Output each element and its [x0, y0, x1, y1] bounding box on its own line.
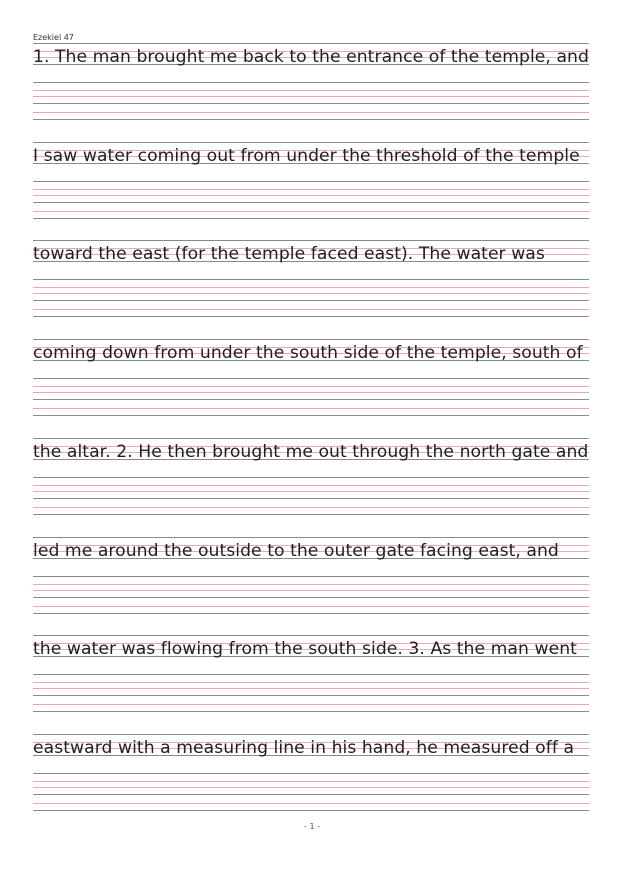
guide-line — [33, 181, 589, 182]
writing-block — [33, 43, 589, 133]
guide-line — [33, 103, 589, 104]
mid-guide-line — [33, 90, 589, 91]
guide-line — [33, 378, 589, 379]
mid-guide-line — [33, 408, 589, 409]
mid-guide-line — [33, 211, 589, 212]
guide-line — [33, 240, 589, 241]
writing-block — [33, 142, 589, 232]
mid-guide-line — [33, 590, 589, 591]
guide-line — [33, 218, 589, 219]
guide-line — [33, 119, 589, 120]
mid-guide-line — [33, 189, 589, 190]
writing-block — [33, 240, 589, 330]
mid-guide-line — [33, 96, 589, 97]
guide-line — [33, 711, 589, 712]
trace-text-line: eastward with a measuring line in his hand, he measured off a — [33, 738, 575, 758]
guide-line — [33, 635, 589, 636]
guide-line — [33, 316, 589, 317]
writing-block — [33, 635, 589, 725]
guide-line — [33, 202, 589, 203]
mid-guide-line — [33, 112, 589, 113]
trace-text-line: led me around the outside to the outer gate facing east, and — [33, 541, 559, 561]
mid-guide-line — [33, 781, 589, 782]
trace-text-line: I saw water coming out from under the threshold of the temple — [33, 146, 580, 166]
mid-guide-line — [33, 787, 589, 788]
writing-block — [33, 339, 589, 429]
trace-text-line: toward the east (for the temple faced east). The water was — [33, 244, 545, 264]
guide-line — [33, 734, 589, 735]
mid-guide-line — [33, 803, 589, 804]
guide-line — [33, 477, 589, 478]
guide-line — [33, 514, 589, 515]
page-number: - 1 - — [304, 822, 320, 831]
guide-line — [33, 279, 589, 280]
guide-line — [33, 576, 589, 577]
mid-guide-line — [33, 507, 589, 508]
trace-text-line: the altar. 2. He then brought me out through the north gate and — [33, 442, 589, 462]
guide-line — [33, 142, 589, 143]
writing-block — [33, 438, 589, 528]
mid-guide-line — [33, 287, 589, 288]
guide-line — [33, 597, 589, 598]
mid-guide-line — [33, 704, 589, 705]
guide-line — [33, 695, 589, 696]
mid-guide-line — [33, 309, 589, 310]
guide-line — [33, 415, 589, 416]
mid-guide-line — [33, 392, 589, 393]
mid-guide-line — [33, 485, 589, 486]
guide-line — [33, 674, 589, 675]
guide-line — [33, 300, 589, 301]
guide-line — [33, 399, 589, 400]
mid-guide-line — [33, 584, 589, 585]
guide-line — [33, 810, 589, 811]
guide-line — [33, 537, 589, 538]
guide-line — [33, 438, 589, 439]
mid-guide-line — [33, 491, 589, 492]
guide-line — [33, 613, 589, 614]
trace-text-line: 1. The man brought me back to the entrance of the temple, and — [33, 47, 589, 67]
writing-block — [33, 537, 589, 627]
guide-line — [33, 794, 589, 795]
mid-guide-line — [33, 386, 589, 387]
mid-guide-line — [33, 195, 589, 196]
guide-line — [33, 82, 589, 83]
trace-text-line: coming down from under the south side of the temple, south of — [33, 343, 583, 363]
mid-guide-line — [33, 606, 589, 607]
guide-line — [33, 43, 589, 44]
chapter-header: Ezekiel 47 — [33, 33, 74, 42]
guide-line — [33, 773, 589, 774]
mid-guide-line — [33, 688, 589, 689]
guide-line — [33, 498, 589, 499]
trace-text-line: the water was flowing from the south side. 3. As the man went — [33, 639, 577, 659]
guide-line — [33, 339, 589, 340]
mid-guide-line — [33, 293, 589, 294]
writing-block — [33, 734, 589, 824]
mid-guide-line — [33, 682, 589, 683]
